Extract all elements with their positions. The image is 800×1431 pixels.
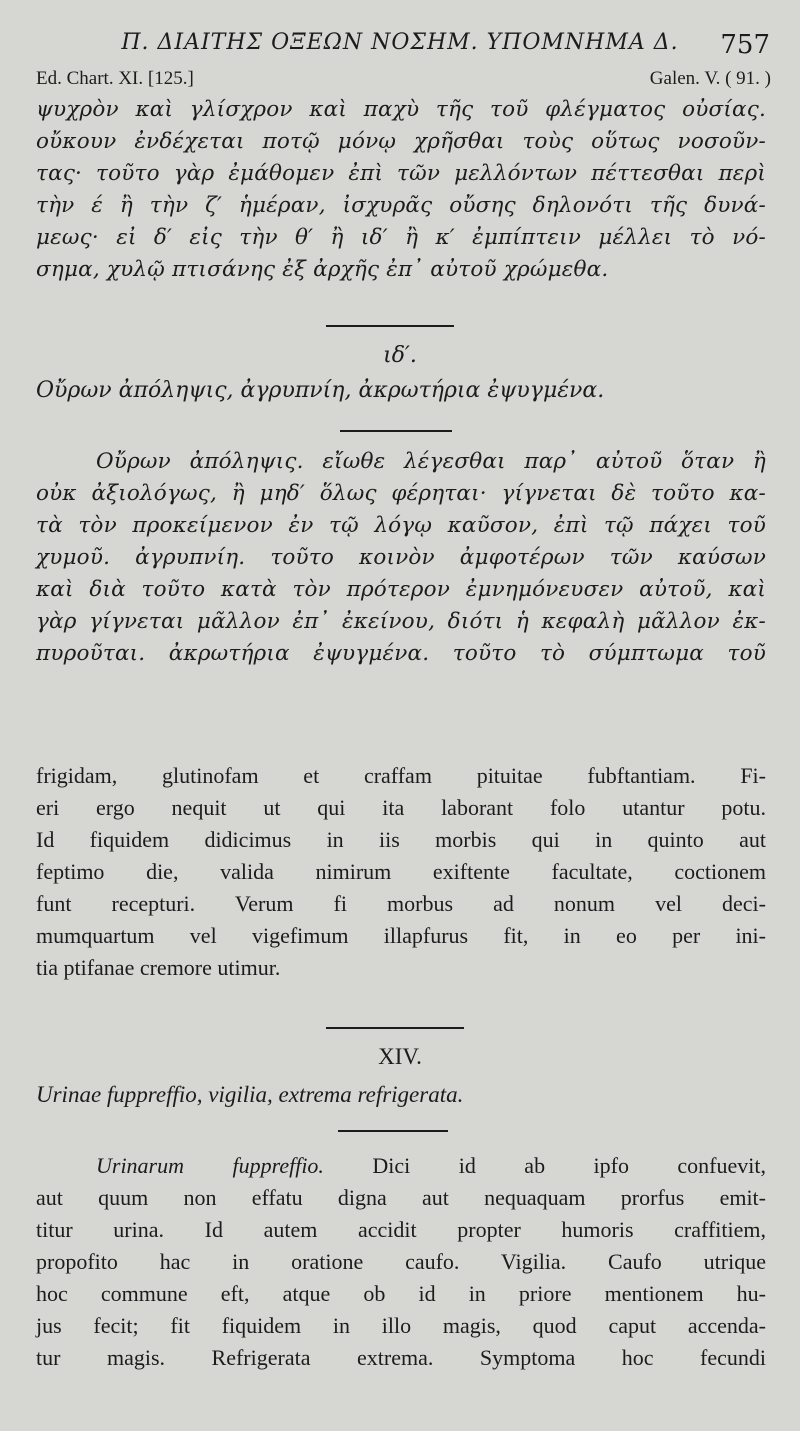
text-line: aut quum non effatu digna aut nequaquam prorfus emit-	[36, 1185, 766, 1210]
greek-section-number: ιδ′.	[383, 343, 417, 368]
text-line: propofito hac in oratione caufo. Vigilia. Caufo utrique	[36, 1249, 766, 1274]
latin-intro-paragraph	[36, 760, 766, 984]
text-line: γὰρ γίγνεται μᾶλλον ἐπ᾿ ἐκείνου, διότι ἡ κεφαλὴ μᾶλλον ἐκ-	[36, 609, 766, 634]
text-line: καὶ διὰ τοῦτο κατὰ τὸν πρότερον ἐμνημόνευσεν αὐτοῦ, καὶ	[36, 577, 766, 602]
latin-lemma: Urinarum fuppreffio.	[96, 1153, 324, 1178]
text-line: τας· τοῦτο γὰρ ἐμάθομεν ἐπὶ τῶν μελλόντων πέττεσθαι περὶ	[36, 161, 766, 186]
text-line: mumquartum vel vigefimum illapfurus fit, in eo per ini-	[36, 923, 766, 948]
text-line: tia ptifanae cremore utimur.	[36, 955, 281, 980]
running-title: Π. ΔΙΑΙΤΗΣ ΟΞΕΩΝ ΝΟΣΗΜ. ΥΠΟΜΝΗΜΑ Δ.	[121, 30, 679, 55]
latin-section-number: XIV.	[378, 1044, 422, 1069]
edition-left: Ed. Chart. XI. [125.]	[36, 68, 194, 89]
latin-commentary-paragraph	[36, 1150, 766, 1374]
text-line: χυμοῦ. ἀγρυπνίη. τοῦτο κοινὸν ἀμφοτέρων τῶν καύσων	[36, 545, 766, 570]
greek-section-title: Οὔρων ἀπόληψις, ἀγρυπνίη, ἀκρωτήρια ἐψυγμένα.	[36, 378, 605, 403]
text-line: tur magis. Refrigerata extrema. Symptoma hoc fecundi	[36, 1345, 766, 1370]
text-line: funt recepturi. Verum fi morbus ad nonum vel deci-	[36, 891, 766, 916]
title-divider	[338, 1130, 448, 1132]
text-line: Urinarum fuppreffio. Dici id ab ipfo confuevit,	[96, 1153, 767, 1178]
text-line: titur urina. Id autem accidit propter humoris craffitiem,	[36, 1217, 766, 1242]
page-number: 757	[720, 30, 770, 60]
text-line: feptimo die, valida nimirum exiftente facultate, coctionem	[36, 859, 766, 884]
text-line: οὐκ ἀξιολόγως, ἢ μηδ′ ὅλως φέρηται· γίγνεται δὲ τοῦτο κα-	[36, 481, 766, 506]
text-line: πυροῦται. ἀκρωτήρια ἐψυγμένα. τοῦτο τὸ σύμπτωμα τοῦ	[36, 641, 766, 666]
text-line: eri ergo nequit ut qui ita laborant folo utantur potu.	[36, 795, 766, 820]
greek-lemma: Οὔρων ἀπόληψις.	[96, 449, 304, 474]
text-line: hoc commune eft, atque ob id in priore mentionem hu-	[36, 1281, 766, 1306]
text-line: Id fiquidem didicimus in iis morbis qui in quinto aut	[36, 827, 766, 852]
greek-commentary-paragraph	[36, 446, 766, 670]
section-divider	[326, 325, 454, 327]
text-line: τὴν έ ἢ τὴν ζ′ ἡμέραν, ἰσχυρᾶς οὔσης δηλονότι τῆς δυνά-	[36, 193, 766, 218]
text-line: ψυχρὸν καὶ γλίσχρον καὶ παχὺ τῆς τοῦ φλέγματος οὐσίας.	[36, 97, 766, 122]
edition-line	[36, 68, 771, 90]
text-line: μεως· εἰ δ′ εἰς τὴν θ′ ἢ ιδ′ ἢ κ′ ἐμπίπτειν μέλλει τὸ νό-	[36, 225, 766, 250]
text-line: jus fecit; fit fiquidem in illo magis, quod caput accenda-	[36, 1313, 766, 1338]
latin-section-title: Urinae fuppreffio, vigilia, extrema refrigerata.	[36, 1082, 464, 1107]
text-line: frigidam, glutinofam et craffam pituitae fubftantiam. Fi-	[36, 763, 766, 788]
title-divider	[340, 430, 452, 432]
edition-right: Galen. V. ( 91. )	[649, 68, 771, 89]
text-line: οὔκουν ἐνδέχεται ποτῷ μόνῳ χρῆσθαι τοὺς οὕτως νοσοῦν-	[36, 129, 766, 154]
text-line: τὰ τὸν προκείμενον ἐν τῷ λόγῳ καῦσον, ἐπὶ τῷ πάχει τοῦ	[36, 513, 766, 538]
greek-intro-paragraph	[36, 94, 766, 286]
text-line: Οὔρων ἀπόληψις. εἴωθε λέγεσθαι παρ᾿ αὐτοῦ ὅταν ἢ	[96, 449, 766, 474]
section-divider	[326, 1027, 464, 1029]
text-line: σημα, χυλῷ πτισάνης ἐξ ἀρχῆς ἐπ᾿ αὐτοῦ χρώμεθα.	[36, 257, 609, 282]
